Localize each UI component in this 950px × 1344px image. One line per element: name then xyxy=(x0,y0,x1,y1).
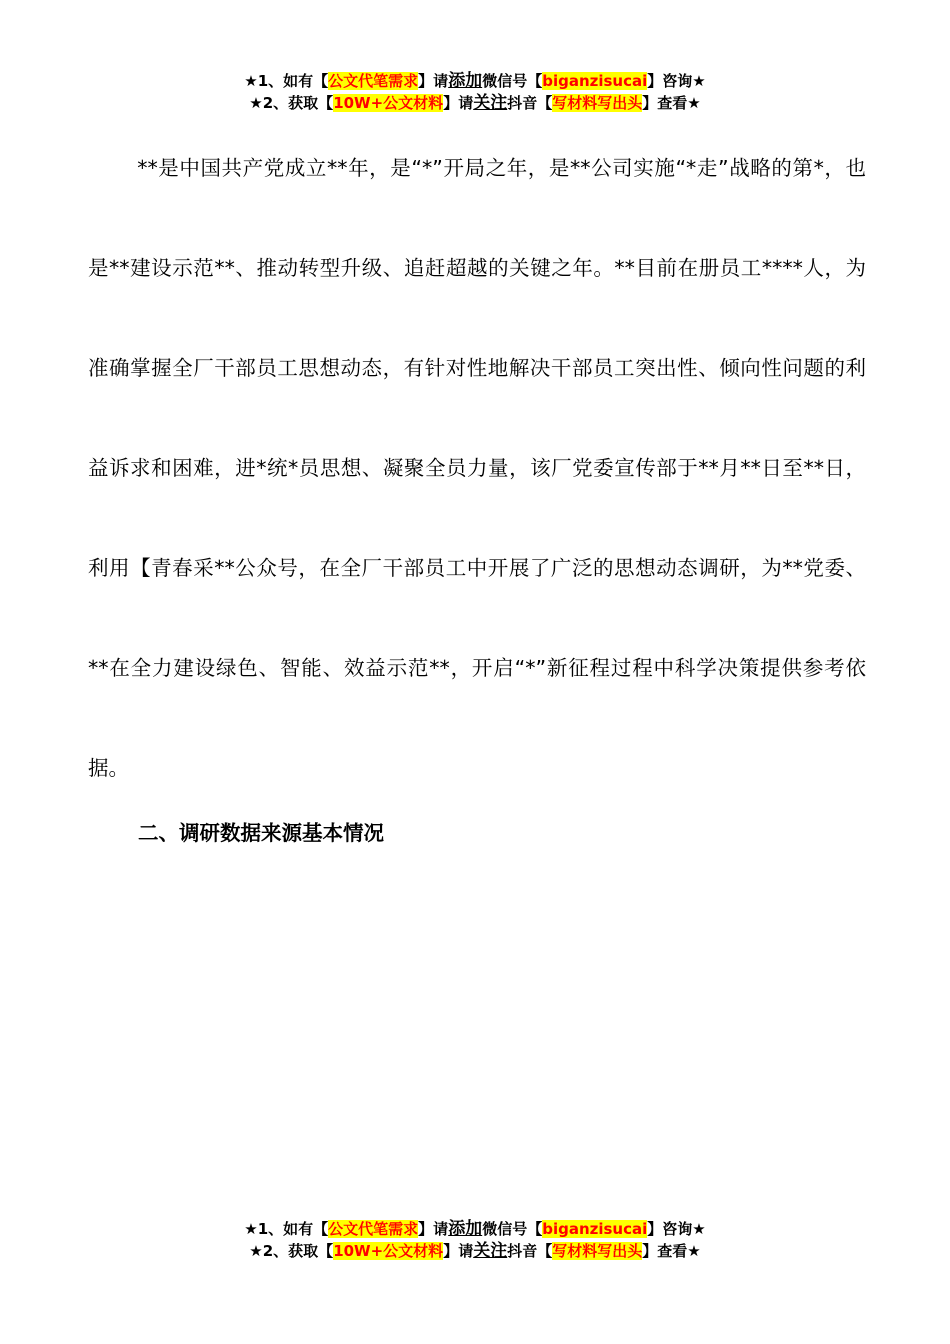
header-line-1-underline: 添加 xyxy=(448,71,483,91)
footer-line-1-suffix: 】咨询★ xyxy=(647,1220,706,1238)
header-line-2-mid2: 抖音【 xyxy=(507,94,553,112)
body-paragraph: **是中国共产党成立**年，是“*”开局之年，是**公司实施“*走”战略的第*，也是**建设示范**、推动转型升级、追赶超越的关键之年。**目前在册员工****人，为准确掌握全厂干部员工思想动态，有针对性地解决干部员工突出性、倾向性问题的利益诉求和困难，进*统*员思想、凝聚全员力量，该厂党委宣传部于**月**日至**日，利用【青春采**公众号，在全厂干部员工中开展了广泛的思想动态调研，为**党委、**在全力建设绿色、智能、效益示范**，开启“*”新征程过程中科学决策提供参考依据。 xyxy=(88,156,866,780)
footer-line-2-mid2: 抖音【 xyxy=(507,1242,553,1260)
footer-line-1-prefix: ★1、如有【 xyxy=(244,1220,329,1238)
footer-line-2-underline: 关注 xyxy=(473,1241,508,1261)
header-line-2-highlight-materials: 10W+公文材料 xyxy=(333,94,444,112)
header-line-2-highlight-douyin: 写材料写出头 xyxy=(552,94,643,112)
footer-banner xyxy=(0,1218,950,1262)
footer-line-2-mid: 】请 xyxy=(443,1242,474,1260)
header-line-1-highlight-wechat: biganzisucai xyxy=(542,72,648,90)
footer-line-1-mid: 】请 xyxy=(418,1220,449,1238)
footer-line-2-suffix: 】查看★ xyxy=(642,1242,701,1260)
footer-line-2-highlight-materials: 10W+公文材料 xyxy=(333,1242,444,1260)
section-heading: 二、调研数据来源基本情况 xyxy=(138,821,384,845)
header-line-2-mid: 】请 xyxy=(443,94,474,112)
header-line-1-highlight-service: 公文代笔需求 xyxy=(328,72,419,90)
footer-line-1-mid2: 微信号【 xyxy=(482,1220,543,1238)
header-line-2-suffix: 】查看★ xyxy=(642,94,701,112)
footer-line-1-highlight-wechat: biganzisucai xyxy=(542,1220,648,1238)
footer-line-2-highlight-douyin: 写材料写出头 xyxy=(552,1242,643,1260)
header-line-2-prefix: ★2、获取【 xyxy=(249,94,334,112)
header-line-1-mid: 】请 xyxy=(418,72,449,90)
header-line-1-mid2: 微信号【 xyxy=(482,72,543,90)
footer-line-2 xyxy=(0,1240,950,1262)
footer-line-2-prefix: ★2、获取【 xyxy=(249,1242,334,1260)
header-banner xyxy=(0,70,950,114)
header-line-2-underline: 关注 xyxy=(473,93,508,113)
footer-line-1-underline: 添加 xyxy=(448,1219,483,1239)
header-line-2 xyxy=(0,92,950,114)
header-line-1-suffix: 】咨询★ xyxy=(647,72,706,90)
header-line-1-prefix: ★1、如有【 xyxy=(244,72,329,90)
footer-line-1 xyxy=(0,1218,950,1240)
header-line-1 xyxy=(0,70,950,92)
footer-line-1-highlight-service: 公文代笔需求 xyxy=(328,1220,419,1238)
